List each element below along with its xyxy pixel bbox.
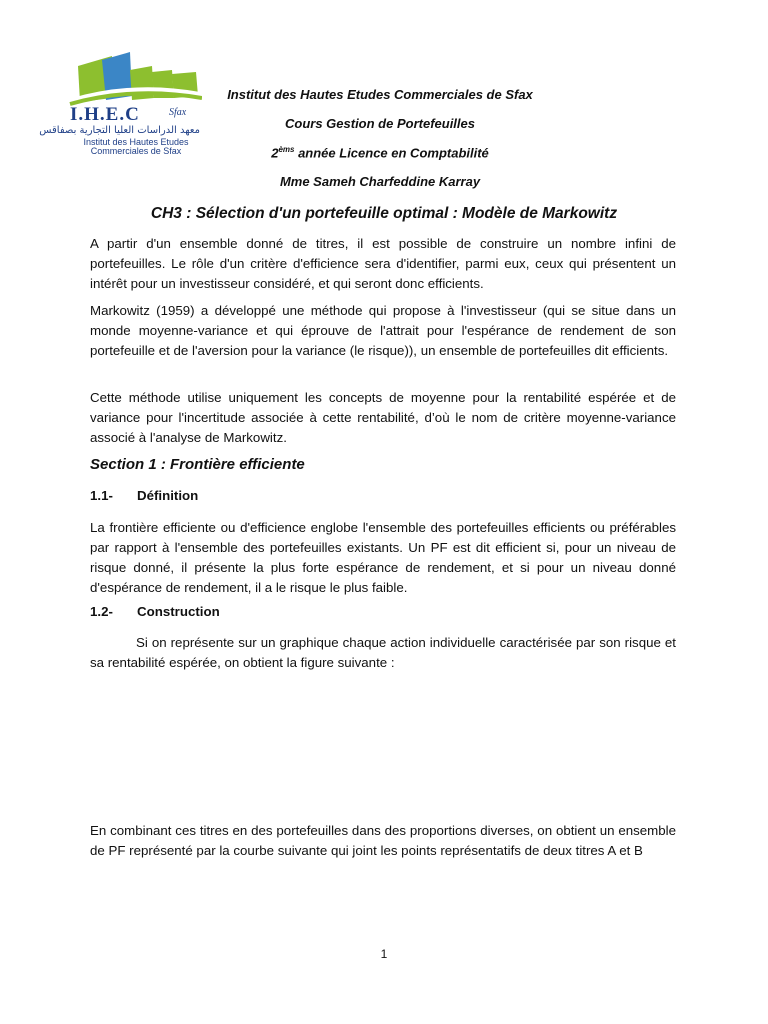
paragraph-method: Cette méthode utilise uniquement les concepts de moyenne pour la rentabilité espérée et de variance pour l'incertitude associée à cette rentabilité, d’où le nom de critère moyenne-variance associé à l'analyse de Markowitz.	[90, 390, 676, 445]
header-year-number: 2	[271, 145, 279, 161]
chapter-title: CH3 : Sélection d'un portefeuille optimal : Modèle de Markowitz	[150, 205, 618, 222]
paragraph-intro: A partir d'un ensemble donné de titres, il est possible de construire un nombre infini de portefeuilles. Le rôle d'un critère d'efficience sera d'identifier, parmi eux, ceux qui présentent un intérêt pour un investisseur considéré, et qui seront donc efficients.	[90, 236, 676, 291]
logo-arabic-text: معهد الدراسات العليا التجارية بصفاقس	[39, 125, 200, 136]
paragraph-markowitz: Markowitz (1959) a développé une méthode qui propose à l'investisseur (qui se situe dans un monde moyenne-variance et qui éprouve de l'attrait pour l'espérance de rendement de son portefeuille et de l'aversion pour la variance (le risque)), un ensemble de portefeuilles dit efficients.	[90, 303, 676, 358]
paragraph-definition: La frontière efficiente ou d'efficience englobe l'ensemble des portefeuilles efficients ou préférables par rapport à l'ensemble des portefeuilles existants. Un PF est dit efficient si, pour un niveau de risque donné, il présente la plus forte espérance de rendement, et si pour un niveau donné d'espérance de rendement, il a le risque le plus faible.	[90, 520, 676, 595]
logo-french-line-1: Institut des Hautes Etudes	[83, 137, 189, 147]
header-teacher: Mme Sameh Charfeddine Karray	[279, 174, 481, 189]
paragraph-combination: En combinant ces titres en des portefeuilles dans des proportions diverses, on obtient un ensemble de PF représenté par la courbe suivante qui joint les points représentatifs de deux titres A et B	[90, 823, 676, 858]
subheading-number: 1.1-	[90, 488, 113, 503]
subheading-title: Définition	[137, 488, 199, 503]
subheading-definition	[90, 488, 198, 503]
ihec-logo	[39, 52, 202, 160]
section-heading: Section 1 : Frontière efficiente	[90, 456, 305, 473]
header-institution: Institut des Hautes Etudes Commerciales de Sfax	[227, 87, 533, 102]
header-course: Cours Gestion de Portefeuilles	[285, 116, 475, 131]
logo-title: I.H.E.C	[70, 104, 140, 125]
header-year	[180, 145, 580, 160]
page-number: 1	[380, 947, 388, 961]
logo-emblem	[68, 52, 202, 112]
subheading-construction	[90, 604, 220, 619]
logo-french-line-2: Commerciales de Sfax	[90, 146, 182, 156]
subheading-title: Construction	[137, 604, 220, 619]
header-year-suffix: èms	[278, 145, 295, 154]
paragraph-construction: Si on représente sur un graphique chaque action individuelle caractérisée par son risque et sa rentabilité espérée, on obtient la figure suivante :	[90, 635, 676, 670]
logo-city: Sfax	[169, 107, 187, 118]
subheading-number: 1.2-	[90, 604, 113, 619]
header-year-rest: année Licence en Comptabilité	[294, 145, 489, 161]
